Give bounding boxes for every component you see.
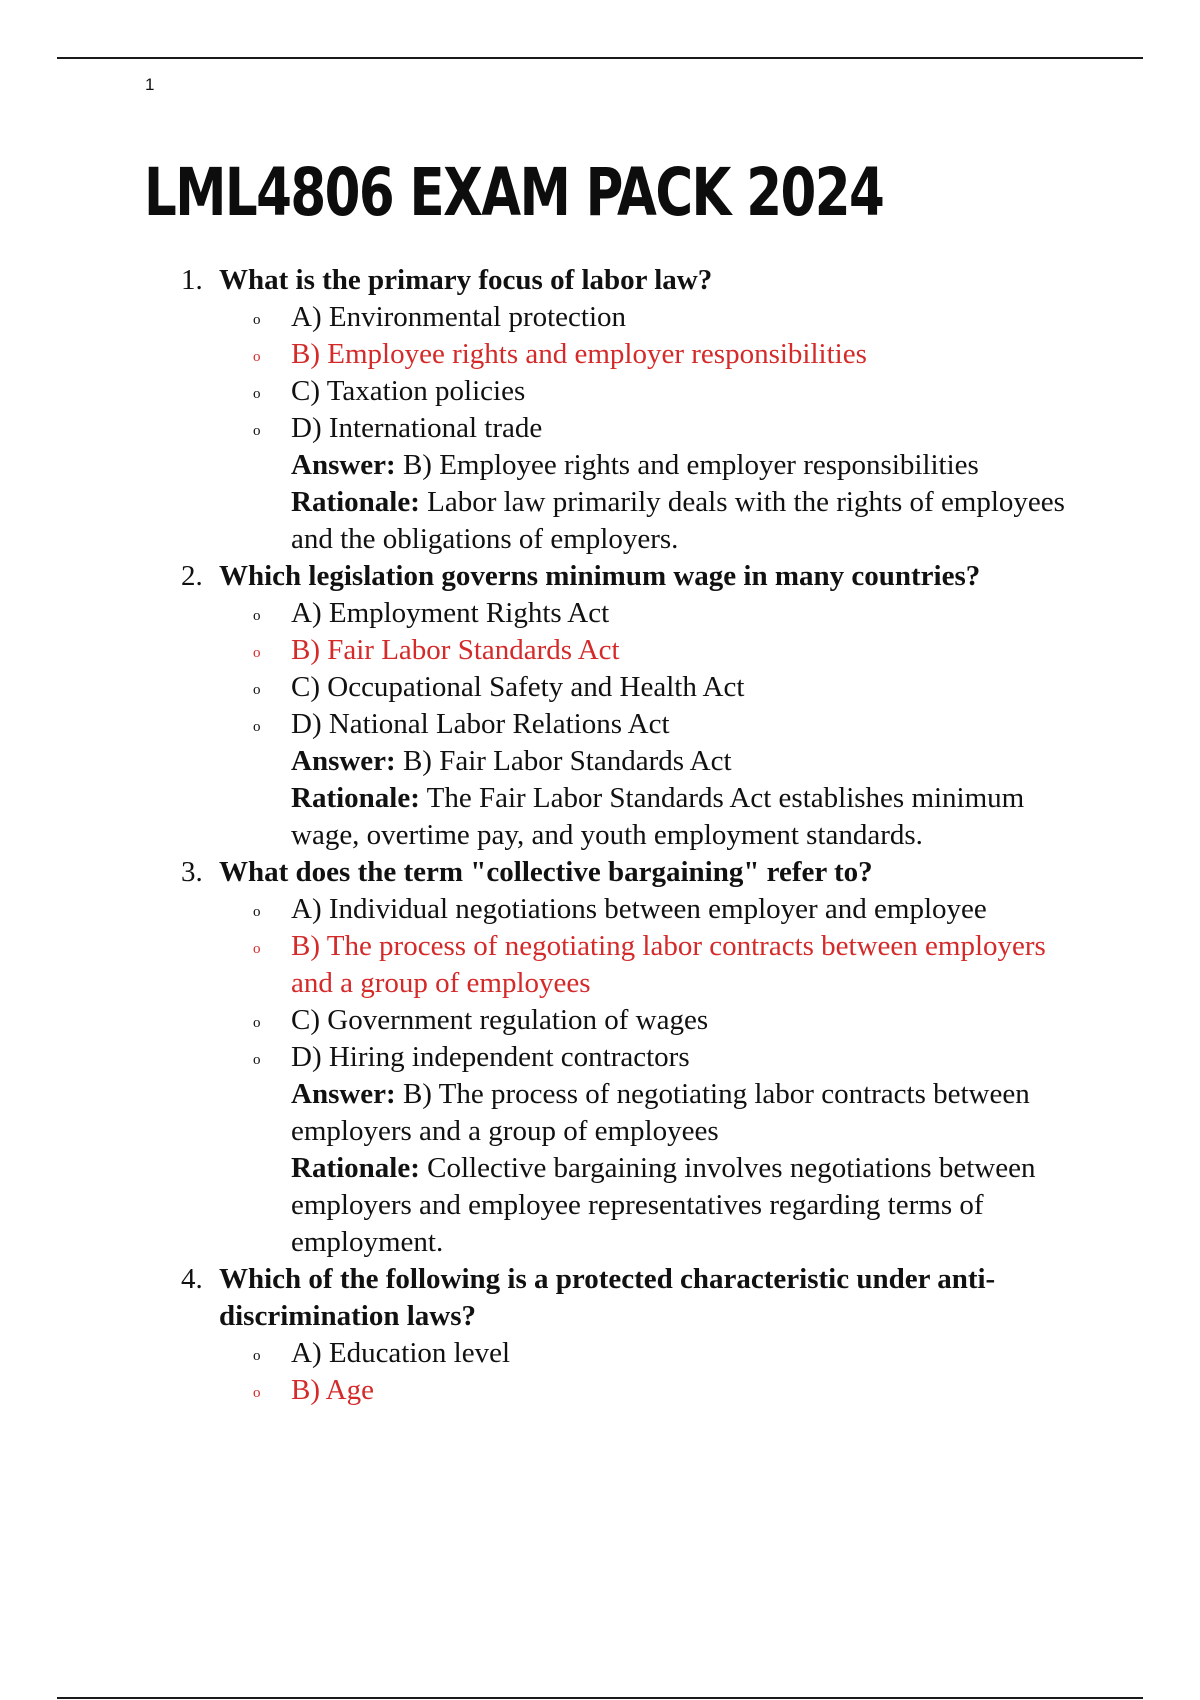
- top-rule: [57, 57, 1143, 59]
- rationale-line: [291, 484, 1090, 558]
- circle-bullet-icon: o: [253, 349, 261, 365]
- answer-value: B) Fair Labor Standards Act: [402, 745, 732, 777]
- option-item: [219, 891, 1090, 928]
- question-item: [0, 262, 1200, 558]
- answer-block: [219, 1076, 1090, 1261]
- question-item: [0, 1261, 1200, 1409]
- option-item-correct: [219, 336, 1090, 373]
- option-text: A) Environmental protection: [291, 301, 627, 333]
- circle-bullet-icon: o: [253, 682, 261, 698]
- question-number: 3.: [181, 856, 203, 888]
- option-item: [219, 373, 1090, 410]
- question-item: [0, 854, 1200, 1261]
- question-number: 1.: [181, 264, 203, 296]
- circle-bullet-icon: o: [253, 904, 261, 920]
- rationale-line: [291, 780, 1090, 854]
- option-item: [219, 1002, 1090, 1039]
- option-item: [219, 410, 1090, 447]
- answer-value: B) The process of negotiating labor contracts between employers and a group of employees: [291, 1078, 1030, 1147]
- option-list: [219, 891, 1090, 1076]
- option-text: C) Government regulation of wages: [291, 1004, 709, 1036]
- answer-label: Answer:: [291, 1078, 396, 1110]
- circle-bullet-icon: o: [253, 423, 261, 439]
- question-text: Which legislation governs minimum wage in many countries?: [219, 560, 981, 592]
- rationale-label: Rationale:: [291, 782, 420, 814]
- rationale-label: Rationale:: [291, 486, 420, 518]
- rationale-line: [291, 1150, 1090, 1261]
- circle-bullet-icon: o: [253, 719, 261, 735]
- circle-bullet-icon: o: [253, 1052, 261, 1068]
- option-list: [219, 1335, 1090, 1409]
- answer-value: B) Employee rights and employer responsibilities: [402, 449, 979, 481]
- rationale-label: Rationale:: [291, 1152, 420, 1184]
- answer-label: Answer:: [291, 745, 396, 777]
- option-item-correct: [219, 1372, 1090, 1409]
- rationale-value: The Fair Labor Standards Act establishes minimum wage, overtime pay, and youth employment standards.: [291, 782, 1025, 851]
- question-text: What does the term "collective bargaining" refer to?: [219, 856, 873, 888]
- option-item: [219, 1335, 1090, 1372]
- question-text: Which of the following is a protected characteristic under anti-discrimination laws?: [219, 1263, 996, 1332]
- circle-bullet-icon: o: [253, 608, 261, 624]
- option-text: B) Age: [291, 1374, 374, 1406]
- answer-line: [291, 447, 1090, 484]
- circle-bullet-icon: o: [253, 1385, 261, 1401]
- question-list: [0, 262, 1200, 1409]
- option-text: B) The process of negotiating labor contracts between employers and a group of employees: [291, 930, 1046, 999]
- bottom-rule: [57, 1697, 1143, 1699]
- option-text: D) Hiring independent contractors: [291, 1041, 690, 1073]
- option-text: B) Fair Labor Standards Act: [291, 634, 620, 666]
- option-text: A) Employment Rights Act: [291, 597, 610, 629]
- rationale-value: Labor law primarily deals with the rights of employees and the obligations of employers.: [291, 486, 1065, 555]
- document-title: LML4806 EXAM PACK 2024: [144, 154, 884, 231]
- page-number: 1: [145, 75, 155, 94]
- option-item: [219, 706, 1090, 743]
- circle-bullet-icon: o: [253, 1015, 261, 1031]
- answer-block: [219, 743, 1090, 854]
- option-text: A) Education level: [291, 1337, 511, 1369]
- option-text: C) Occupational Safety and Health Act: [291, 671, 745, 703]
- option-item-correct: [219, 928, 1090, 1002]
- answer-label: Answer:: [291, 449, 396, 481]
- option-text: D) National Labor Relations Act: [291, 708, 670, 740]
- option-text: D) International trade: [291, 412, 543, 444]
- option-item-correct: [219, 632, 1090, 669]
- answer-line: [291, 1076, 1090, 1150]
- answer-block: [219, 447, 1090, 558]
- option-list: [219, 299, 1090, 447]
- option-item: [219, 299, 1090, 336]
- question-item: [0, 558, 1200, 854]
- circle-bullet-icon: o: [253, 312, 261, 328]
- option-list: [219, 595, 1090, 743]
- option-text: C) Taxation policies: [291, 375, 526, 407]
- option-item: [219, 669, 1090, 706]
- rationale-value: Collective bargaining involves negotiations between employers and employee representatives regarding terms of employment.: [291, 1152, 1036, 1258]
- question-number: 4.: [181, 1263, 203, 1295]
- circle-bullet-icon: o: [253, 386, 261, 402]
- question-text: What is the primary focus of labor law?: [219, 264, 713, 296]
- circle-bullet-icon: o: [253, 1348, 261, 1364]
- option-item: [219, 1039, 1090, 1076]
- option-text: B) Employee rights and employer responsibilities: [291, 338, 867, 370]
- option-item: [219, 595, 1090, 632]
- answer-line: [291, 743, 1090, 780]
- option-text: A) Individual negotiations between employer and employee: [291, 893, 987, 925]
- circle-bullet-icon: o: [253, 941, 261, 957]
- question-number: 2.: [181, 560, 203, 592]
- circle-bullet-icon: o: [253, 645, 261, 661]
